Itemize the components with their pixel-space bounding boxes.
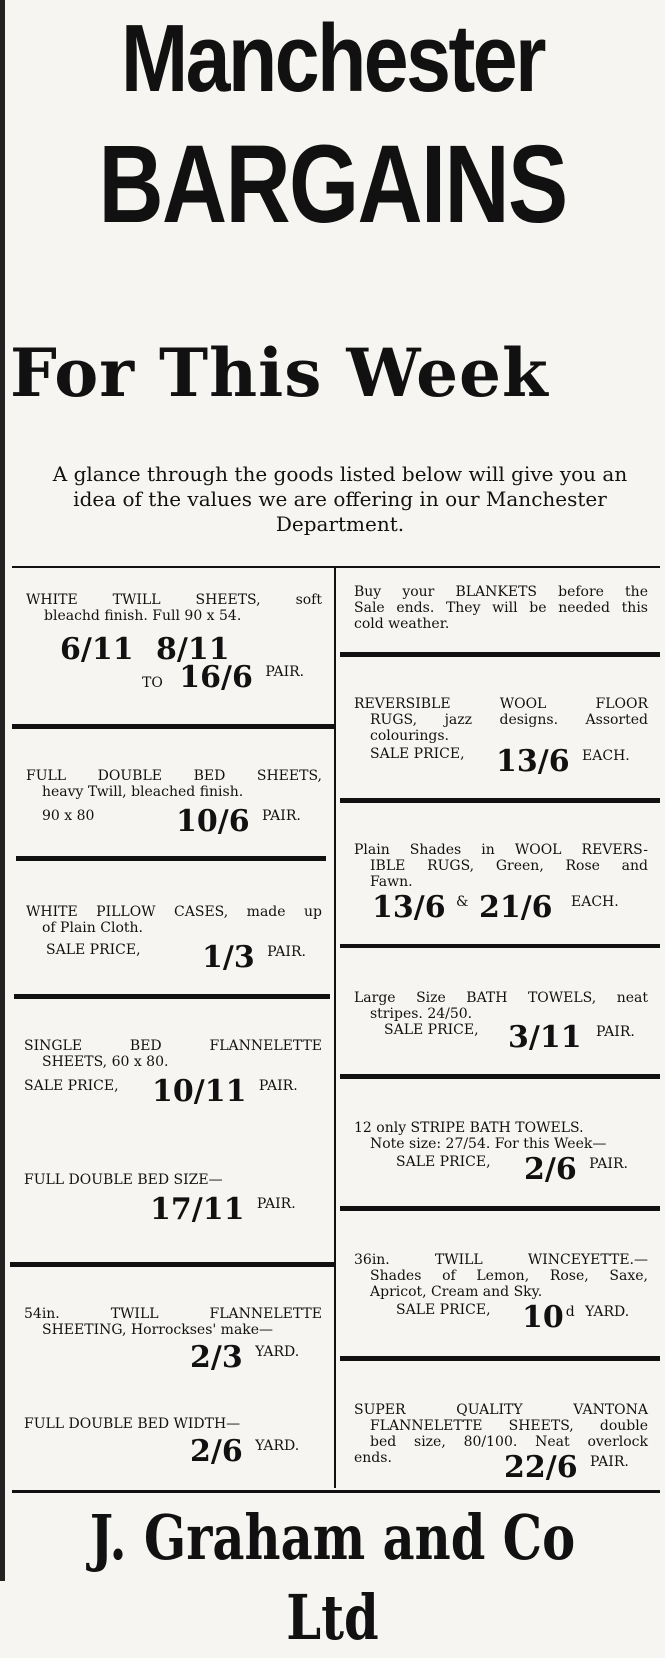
footer-company-name: J. Graham and Co Ltd xyxy=(89,1501,576,1654)
price-13-6: 13/6 xyxy=(496,744,570,779)
item-desc-line2: Shades of Lemon, Rose, Saxe, xyxy=(370,1268,648,1284)
unit-label: YARD. xyxy=(255,1438,300,1454)
item-desc-line3: cold weather. xyxy=(354,616,450,632)
item-single-bed-flannelette-sheets xyxy=(24,1038,322,1238)
unit-label: PAIR. xyxy=(267,944,306,960)
item-desc-line1: FULL DOUBLE BED SHEETS, xyxy=(26,768,322,784)
item-desc-line3: FULL DOUBLE BED SIZE— xyxy=(24,1172,223,1188)
item-desc-line1: 36in. TWILL WINCEYETTE.— xyxy=(354,1252,648,1268)
item-white-pillow-cases xyxy=(26,904,322,984)
item-desc-line2: FLANNELETTE SHEETS, double xyxy=(370,1418,648,1434)
item-desc-line1: SINGLE BED FLANNELETTE xyxy=(24,1038,322,1054)
ampersand: & xyxy=(456,894,469,910)
item-desc-line2: SHEETS, 60 x 80. xyxy=(42,1054,169,1070)
item-desc-line1: Large Size BATH TOWELS, neat xyxy=(354,990,648,1006)
item-desc-line2: RUGS, jazz designs. Assorted xyxy=(370,712,648,728)
right-rule-5 xyxy=(340,1206,660,1211)
top-rule xyxy=(12,566,660,568)
item-desc-line3: Apricot, Cream and Sky. xyxy=(370,1284,543,1300)
unit-label: PAIR. xyxy=(589,1156,628,1172)
unit-label: EACH. xyxy=(582,748,630,764)
unit-label: EACH. xyxy=(571,894,619,910)
bottom-rule xyxy=(12,1490,660,1493)
item-desc-line2: Note size: 27/54. For this Week— xyxy=(370,1136,607,1152)
item-desc-line3: bed size, 80/100. Neat overlock xyxy=(370,1434,648,1450)
item-desc-line1: SUPER QUALITY VANTONA xyxy=(354,1402,648,1418)
price-8-11: 8/11 xyxy=(156,632,230,667)
price-2-3: 2/3 xyxy=(190,1340,243,1375)
headline-manchester: Manchester xyxy=(121,5,544,112)
sale-price-label: SALE PRICE, xyxy=(24,1078,119,1094)
item-desc-line1: WHITE PILLOW CASES, made up xyxy=(26,904,322,920)
sale-price-label: SALE PRICE, xyxy=(384,1022,479,1038)
right-rule-1 xyxy=(340,652,660,657)
price-13-6: 13/6 xyxy=(372,890,446,925)
unit-label: YARD. xyxy=(585,1304,630,1320)
price-2-6: 2/6 xyxy=(190,1434,243,1469)
item-twill-winceyette xyxy=(354,1252,648,1342)
left-border xyxy=(0,0,5,1581)
price-22-6: 22/6 xyxy=(504,1450,578,1485)
size-label: 90 x 80 xyxy=(42,808,95,824)
item-desc-line3: Fawn. xyxy=(370,874,413,890)
price-3-11: 3/11 xyxy=(508,1020,582,1055)
item-desc-line1: 12 only STRIPE BATH TOWELS. xyxy=(354,1120,584,1136)
unit-label: PAIR. xyxy=(265,664,305,680)
sale-price-label: SALE PRICE, xyxy=(396,1302,491,1318)
item-desc-line3: colourings. xyxy=(370,728,449,744)
price-10-11: 10/11 xyxy=(152,1074,247,1109)
item-stripe-bath-towels xyxy=(354,1120,648,1190)
price-21-6: 21/6 xyxy=(478,890,553,925)
item-desc-line2: Sale ends. They will be needed this xyxy=(354,600,648,616)
left-rule-2 xyxy=(16,856,326,861)
item-twill-flannelette-sheeting xyxy=(24,1306,322,1486)
item-desc-line1: 54in. TWILL FLANNELETTE xyxy=(24,1306,322,1322)
item-large-bath-towels xyxy=(354,990,648,1060)
item-desc-line1: Buy your BLANKETS before the xyxy=(354,584,648,600)
item-desc-line2: of Plain Cloth. xyxy=(42,920,143,936)
left-rule-3 xyxy=(14,994,330,999)
left-rule-1 xyxy=(12,724,334,729)
unit-label: PAIR. xyxy=(262,808,301,824)
price-6-11: 6/11 xyxy=(60,632,134,667)
item-desc-line2: stripes. 24/50. xyxy=(370,1006,473,1022)
item-desc-line2: heavy Twill, bleached finish. xyxy=(42,784,244,800)
unit-label: PAIR. xyxy=(596,1024,635,1040)
item-white-twill-sheets xyxy=(26,592,322,722)
right-rule-6 xyxy=(340,1356,660,1361)
item-reversible-wool-floor-rugs xyxy=(354,696,648,786)
sale-price-label: SALE PRICE, xyxy=(46,942,141,958)
item-vantona-flannelette-sheets xyxy=(354,1402,648,1486)
item-desc-line2: SHEETING, Horrockses' make— xyxy=(42,1322,274,1338)
to-label: TO xyxy=(142,675,163,691)
price-17-11: 17/11 xyxy=(150,1192,245,1227)
item-desc-line3: FULL DOUBLE BED WIDTH— xyxy=(24,1416,241,1432)
pence-sup: d xyxy=(565,1304,575,1320)
right-rule-3 xyxy=(340,944,660,948)
price-10d: 10 xyxy=(522,1300,564,1335)
item-full-double-bed-sheets xyxy=(26,768,322,848)
headline-bargains: BARGAINS xyxy=(98,123,567,246)
unit-label: PAIR. xyxy=(590,1454,629,1470)
price-16-6: 16/6 xyxy=(179,660,253,695)
item-desc-line1: Plain Shades in WOOL REVERS- xyxy=(354,842,648,858)
column-divider xyxy=(334,566,336,1488)
right-rule-4 xyxy=(340,1074,660,1079)
item-wool-reversible-rugs xyxy=(354,842,648,932)
unit-label: PAIR. xyxy=(258,1078,298,1094)
unit-label: YARD. xyxy=(255,1344,300,1360)
item-blankets xyxy=(354,584,648,640)
item-desc-line4: ends. xyxy=(354,1450,392,1466)
headline-for-this-week: For This Week xyxy=(10,334,549,412)
intro-text: A glance through the goods listed below will give you an idea of the values we are offering in our Manchester Department. xyxy=(52,462,628,536)
sale-price-label: SALE PRICE, xyxy=(396,1154,491,1170)
price-10-6: 10/6 xyxy=(176,804,250,839)
price-1-3: 1/3 xyxy=(202,940,255,975)
price-2-6: 2/6 xyxy=(524,1152,577,1187)
item-desc-line1: REVERSIBLE WOOL FLOOR xyxy=(354,696,648,712)
right-rule-2 xyxy=(340,798,660,803)
item-desc-line1: WHITE TWILL SHEETS, soft xyxy=(26,592,322,608)
item-desc-line2: bleachd finish. Full 90 x 54. xyxy=(44,608,242,624)
sale-price-label: SALE PRICE, xyxy=(370,746,465,762)
item-desc-line2: IBLE RUGS, Green, Rose and xyxy=(370,858,648,874)
left-rule-4 xyxy=(10,1262,334,1267)
unit-label: PAIR. xyxy=(256,1196,296,1212)
